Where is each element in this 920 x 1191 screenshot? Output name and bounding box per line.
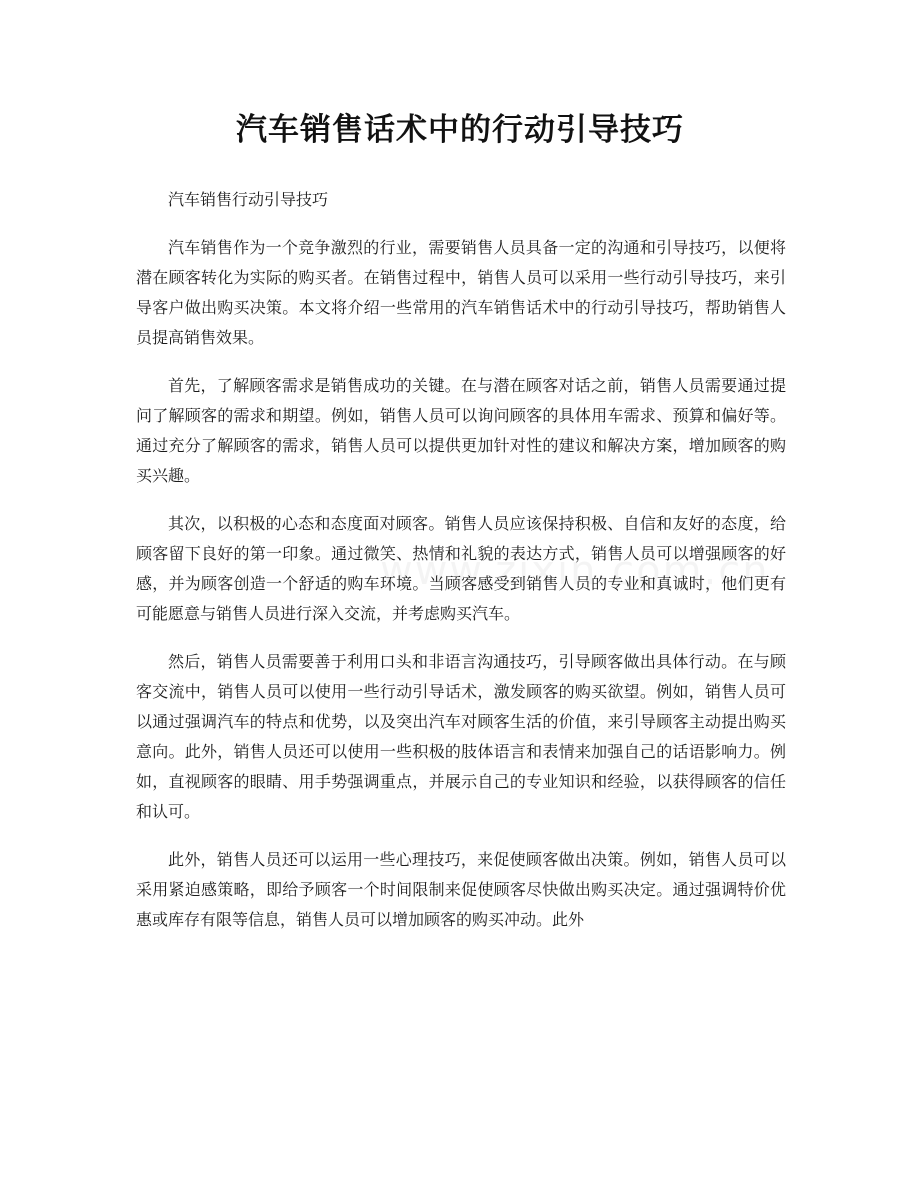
paragraph-5: 此外，销售人员还可以运用一些心理技巧，来促使顾客做出决策。例如，销售人员可以采用紧迫感策略，即给予顾客一个时间限制来促使顾客尽快做出购买决定。通过强调特价优惠或库存有限等信息，销售人员可以增加顾客的购买冲动。此外	[136, 850, 786, 929]
document-title: 汽车销售话术中的行动引导技巧	[236, 112, 684, 148]
document-body	[136, 185, 786, 953]
paragraph-4: 然后，销售人员需要善于利用口头和非语言沟通技巧，引导顾客做出具体行动。在与顾客交流中，销售人员可以使用一些行动引导话术，激发顾客的购买欲望。例如，销售人员可以通过强调汽车的特点和优势，以及突出汽车对顾客生活的价值，来引导顾客主动提出购买意向。此外，销售人员还可以使用一些积极的肢体语言和表情来加强自己的话语影响力。例如，直视顾客的眼睛、用手势强调重点，并展示自己的专业知识和经验，以获得顾客的信任和认可。	[136, 652, 786, 821]
paragraph-2: 首先，了解顾客需求是销售成功的关键。在与潜在顾客对话之前，销售人员需要通过提问了解顾客的需求和期望。例如，销售人员可以询问顾客的具体用车需求、预算和偏好等。通过充分了解顾客的需求，销售人员可以提供更加针对性的建议和解决方案，增加顾客的购买兴趣。	[136, 376, 786, 485]
document-subtitle: 汽车销售行动引导技巧	[168, 190, 329, 209]
paragraph-1: 汽车销售作为一个竞争激烈的行业，需要销售人员具备一定的沟通和引导技巧，以便将潜在顾客转化为实际的购买者。在销售过程中，销售人员可以采用一些行动引导技巧，来引导客户做出购买决策。本文将介绍一些常用的汽车销售话术中的行动引导技巧，帮助销售人员提高销售效果。	[136, 238, 786, 347]
paragraph-3: 其次，以积极的心态和态度面对顾客。销售人员应该保持积极、自信和友好的态度，给顾客留下良好的第一印象。通过微笑、热情和礼貌的表达方式，销售人员可以增强顾客的好感，并为顾客创造一个舒适的购车环境。当顾客感受到销售人员的专业和真诚时，他们更有可能愿意与销售人员进行深入交流，并考虑购买汽车。	[136, 514, 786, 623]
